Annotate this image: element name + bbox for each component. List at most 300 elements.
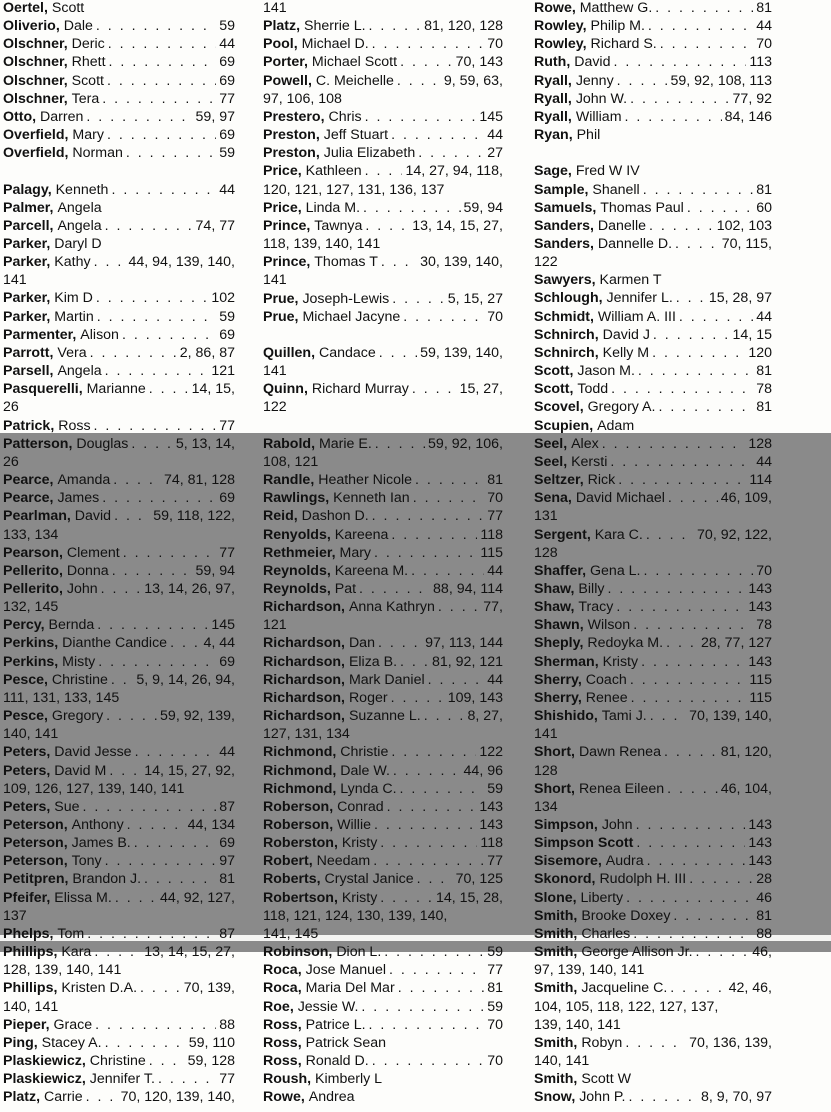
name-separator: , xyxy=(306,254,315,271)
given-name: Michael D. xyxy=(301,36,369,53)
given-name: Christine xyxy=(89,1053,146,1070)
name-separator: , xyxy=(563,435,572,452)
surname: Sherman xyxy=(534,653,595,670)
entry-name xyxy=(3,762,106,780)
leader-dots xyxy=(400,653,429,671)
index-entry xyxy=(3,671,235,707)
page-numbers: 102 xyxy=(211,290,235,307)
surname: Price xyxy=(263,199,298,216)
entry-line xyxy=(3,852,235,870)
surname: Roberson xyxy=(263,798,330,815)
entry-name xyxy=(534,0,652,17)
index-entry xyxy=(3,707,235,743)
entry-name xyxy=(3,289,93,307)
given-name: Dianthe Candice xyxy=(62,635,168,652)
page-numbers: 46 xyxy=(756,889,772,906)
surname: Parker xyxy=(3,290,47,307)
entry-line xyxy=(3,762,235,780)
page-numbers: 59 xyxy=(487,780,503,797)
page-numbers: 81 xyxy=(756,181,772,198)
page-numbers: 14, 15, xyxy=(191,381,235,398)
name-separator: , xyxy=(46,290,55,307)
leader-dots xyxy=(667,780,718,798)
surname: Ryan xyxy=(534,127,569,144)
surname: Oertel xyxy=(3,0,45,16)
leader-dots xyxy=(111,181,216,199)
name-separator: , xyxy=(571,1089,580,1106)
entry-name xyxy=(3,544,120,562)
page-numbers: 77, 92 xyxy=(732,90,772,107)
page-numbers: 102, 103 xyxy=(716,217,772,234)
leader-dots xyxy=(392,290,445,308)
page-numbers: 81, 120, 128 xyxy=(424,18,503,35)
given-name: Eliza B. xyxy=(348,653,398,670)
entry-line xyxy=(3,144,235,162)
page-numbers: 70, 139, 140, xyxy=(689,708,772,725)
entry-line xyxy=(3,253,235,271)
surname: Reid xyxy=(263,508,294,525)
entry-name xyxy=(3,90,99,108)
leader-dots xyxy=(365,162,403,180)
leader-dots xyxy=(647,852,746,870)
surname: Pearson xyxy=(3,544,59,561)
entry-name xyxy=(534,235,672,253)
leader-dots xyxy=(636,816,746,834)
surname: Parker xyxy=(3,236,47,253)
given-name: Kareena xyxy=(334,526,389,543)
surname: Prince xyxy=(263,217,307,234)
page-numbers: 115 xyxy=(749,689,772,706)
page-numbers: 14, 15, 27, 92, xyxy=(144,762,235,779)
given-name: Daryl D xyxy=(54,236,102,253)
index-entry xyxy=(534,181,772,199)
entry-name xyxy=(263,17,366,35)
given-name: Kareena M. xyxy=(334,562,409,579)
surname: Petitpren xyxy=(3,871,65,888)
name-separator: , xyxy=(289,998,298,1015)
entry-name xyxy=(534,72,614,90)
surname: Quinn xyxy=(263,381,304,398)
surname: Rabold xyxy=(263,435,312,452)
surname: Ruth xyxy=(534,54,567,71)
surname: Rethmeier xyxy=(263,544,332,561)
index-entry xyxy=(263,707,503,743)
leader-dots xyxy=(107,72,216,90)
page-numbers: 77 xyxy=(487,962,503,979)
leader-dots xyxy=(109,53,217,71)
entry-line xyxy=(534,17,772,35)
page-numbers-continued: 141 xyxy=(534,726,558,743)
name-separator: , xyxy=(59,544,67,561)
index-entry xyxy=(534,344,772,362)
leader-dots xyxy=(107,126,216,144)
entry-name xyxy=(3,344,87,362)
page-numbers: 30, 139, 140, xyxy=(420,254,503,271)
entry-name xyxy=(263,816,371,834)
entry-line xyxy=(534,199,772,217)
surname: Pearlman xyxy=(3,508,67,525)
entry-line xyxy=(3,0,235,17)
index-entry xyxy=(534,816,772,834)
entry-name xyxy=(534,435,599,453)
index-entry xyxy=(3,1016,235,1034)
entry-name xyxy=(263,344,376,362)
page-numbers-continued: 108, 121 xyxy=(263,453,319,470)
leader-dots xyxy=(655,0,753,17)
entry-name xyxy=(263,870,414,888)
entry-name xyxy=(263,526,388,544)
index-entry xyxy=(534,707,772,743)
leader-dots xyxy=(625,108,722,126)
page-numbers: 145 xyxy=(479,108,503,125)
leader-dots xyxy=(102,489,216,507)
entry-line xyxy=(263,72,503,90)
index-entry xyxy=(263,217,503,253)
given-name: John W. xyxy=(575,90,628,107)
surname: Overfield xyxy=(3,145,65,162)
given-name: Todd xyxy=(577,381,609,398)
given-name: Renee xyxy=(585,689,628,706)
leader-dots xyxy=(398,979,485,997)
surname: Peters xyxy=(3,798,47,815)
index-entry xyxy=(534,979,772,1015)
section-gap xyxy=(263,326,503,344)
leader-dots xyxy=(380,889,433,907)
name-separator: , xyxy=(44,708,52,725)
name-separator: , xyxy=(46,254,55,271)
given-name: Rudolph H. III xyxy=(599,871,687,888)
page-numbers: 81 xyxy=(756,0,772,16)
name-separator: , xyxy=(597,853,606,870)
surname: Ryall xyxy=(534,108,568,125)
surname: Smith xyxy=(534,907,574,924)
page-numbers: 59 xyxy=(219,308,235,325)
entry-name xyxy=(3,144,123,162)
entry-name xyxy=(534,943,693,961)
given-name: Philip M. xyxy=(590,18,645,35)
page-numbers: 59, 92, 106, xyxy=(428,435,503,452)
leader-dots xyxy=(633,616,753,634)
name-separator: , xyxy=(63,835,72,852)
index-entry xyxy=(534,380,772,398)
entry-name xyxy=(3,489,99,507)
entry-line xyxy=(3,126,235,144)
entry-name xyxy=(3,235,102,253)
entry-line xyxy=(263,671,503,689)
index-entry xyxy=(534,453,772,471)
page-numbers: 120 xyxy=(748,344,772,361)
surname: Pasquerelli xyxy=(3,381,79,398)
index-entry xyxy=(3,798,235,816)
name-separator: , xyxy=(32,108,41,125)
given-name: Michael Jacyne xyxy=(302,308,401,325)
given-name: Elissa M. xyxy=(54,889,112,906)
entry-line xyxy=(3,435,235,453)
index-entry xyxy=(263,762,503,780)
entry-name xyxy=(263,580,356,598)
entry-name xyxy=(534,417,634,435)
leader-dots xyxy=(94,253,126,271)
name-separator: , xyxy=(81,1053,90,1070)
leader-dots xyxy=(381,253,417,271)
page-numbers: 77 xyxy=(219,544,235,561)
entry-line xyxy=(3,380,235,398)
index-entry xyxy=(263,834,503,852)
entry-name xyxy=(534,326,650,344)
page-numbers: 88 xyxy=(219,1016,235,1033)
name-separator: , xyxy=(326,526,335,543)
page-numbers: 70 xyxy=(487,308,503,325)
given-name: Redoyka M. xyxy=(587,635,664,652)
entry-name xyxy=(263,979,395,997)
entry-name xyxy=(3,380,146,398)
surname: Peterson xyxy=(3,817,64,834)
page-numbers: 8, 27, xyxy=(467,708,503,725)
surname: Ross xyxy=(263,1034,298,1051)
surname: Roberston xyxy=(263,835,334,852)
leader-dots xyxy=(679,308,753,326)
index-entry xyxy=(263,108,503,126)
leader-dots xyxy=(417,870,453,888)
given-name: Dale W. xyxy=(340,762,390,779)
index-column-2 xyxy=(263,0,503,1107)
leader-dots xyxy=(670,979,725,997)
entry-name xyxy=(534,35,657,53)
entry-name xyxy=(263,126,388,144)
surname: Phillips xyxy=(3,944,54,961)
index-entry xyxy=(3,889,235,925)
name-separator: , xyxy=(63,817,72,834)
name-separator: , xyxy=(573,925,582,942)
name-separator: , xyxy=(58,580,67,597)
leader-dots xyxy=(687,199,753,217)
surname: Reynolds xyxy=(263,580,327,597)
entry-name xyxy=(263,1016,366,1034)
leader-dots xyxy=(114,507,150,525)
given-name: Donna xyxy=(66,562,109,579)
entry-line xyxy=(534,1070,772,1088)
entry-line xyxy=(534,72,772,90)
page-numbers: 74, 77 xyxy=(195,217,235,234)
entry-line xyxy=(263,53,503,71)
given-name: Jenny xyxy=(575,72,614,89)
leader-dots xyxy=(112,562,193,580)
entry-line xyxy=(3,616,235,634)
entry-line xyxy=(534,181,772,199)
name-separator: , xyxy=(54,635,63,652)
entry-line xyxy=(263,344,503,362)
leader-dots xyxy=(650,707,686,725)
page-numbers-continued: 140, 141 xyxy=(3,726,59,743)
leader-dots xyxy=(373,852,484,870)
entry-name xyxy=(534,289,673,307)
page-numbers-continued: 122 xyxy=(263,399,287,416)
entry-name xyxy=(263,598,435,616)
index-column-1 xyxy=(3,0,235,1107)
surname: Robinson xyxy=(263,944,329,961)
name-separator: , xyxy=(311,435,319,452)
page-numbers: 84, 146 xyxy=(724,108,772,125)
given-name: Jose Manuel xyxy=(305,962,387,979)
given-name: Gregory A. xyxy=(587,399,656,416)
index-entry xyxy=(263,471,503,489)
name-separator: , xyxy=(72,326,81,343)
leader-dots xyxy=(664,743,718,761)
name-separator: , xyxy=(592,199,601,216)
surname: Pearce xyxy=(3,490,50,507)
leader-dots xyxy=(108,35,216,53)
entry-line xyxy=(263,199,503,217)
name-separator: , xyxy=(46,236,55,253)
name-separator: , xyxy=(571,780,579,797)
page-numbers: 4, 44 xyxy=(203,635,235,652)
given-name: John xyxy=(601,817,633,834)
entry-name xyxy=(534,271,662,289)
given-name: Marie E. xyxy=(318,435,372,452)
entry-line xyxy=(263,290,503,308)
leader-dots xyxy=(673,907,753,925)
name-separator: , xyxy=(296,18,305,35)
given-name: Mark Daniel xyxy=(348,671,425,688)
surname: Prue xyxy=(263,290,295,307)
index-entry xyxy=(3,870,235,888)
leader-dots xyxy=(636,834,745,852)
entry-line xyxy=(263,598,503,616)
page-numbers-continued: 128 xyxy=(534,762,558,779)
entry-line xyxy=(3,199,235,217)
given-name: Danelle xyxy=(597,217,647,234)
entry-line xyxy=(3,53,235,71)
entry-name xyxy=(3,35,105,53)
surname: Rowe xyxy=(534,0,572,16)
index-entry xyxy=(534,326,772,344)
surname: Sisemore xyxy=(534,853,598,870)
surname: Schlough xyxy=(534,290,599,307)
entry-line xyxy=(3,344,235,362)
entry-line xyxy=(3,1088,235,1106)
name-separator: , xyxy=(569,363,578,380)
surname: Perkins xyxy=(3,635,55,652)
page-numbers: 78 xyxy=(756,617,772,634)
surname: Robertson xyxy=(263,889,334,906)
given-name: Rick xyxy=(587,472,616,489)
name-separator: , xyxy=(569,381,578,398)
entry-line xyxy=(263,1034,503,1052)
name-separator: , xyxy=(316,871,325,888)
page-numbers-continued: 128, 139, 140, 141 xyxy=(3,962,122,979)
entry-line xyxy=(263,889,503,907)
entry-name xyxy=(263,308,400,326)
name-separator: , xyxy=(45,1016,54,1033)
entry-line xyxy=(263,162,503,180)
leader-dots xyxy=(400,53,453,71)
surname: Platz xyxy=(3,1089,37,1106)
name-separator: , xyxy=(44,671,52,688)
entry-line xyxy=(263,653,503,671)
page-numbers: 143 xyxy=(748,817,772,834)
index-entry xyxy=(534,362,772,380)
leader-dots xyxy=(365,217,409,235)
name-separator: , xyxy=(563,453,572,470)
index-entry xyxy=(3,834,235,852)
page-numbers: 59, 97 xyxy=(195,108,235,125)
entry-name xyxy=(3,435,128,453)
page-numbers: 69 xyxy=(219,835,235,852)
surname: Richmond xyxy=(263,744,333,761)
given-name: Joseph-Lewis xyxy=(302,290,390,307)
entry-name xyxy=(534,380,608,398)
entry-line xyxy=(3,834,235,852)
leader-dots xyxy=(628,1088,698,1106)
surname: Rowley xyxy=(534,36,583,53)
surname: Richardson xyxy=(263,635,342,652)
page-numbers: 59 xyxy=(219,18,235,35)
section-gap xyxy=(263,417,503,435)
entry-line xyxy=(534,580,772,598)
entry-line xyxy=(263,870,503,888)
index-entry xyxy=(3,507,235,543)
index-entry xyxy=(534,907,772,925)
name-separator: , xyxy=(589,417,598,434)
index-entry xyxy=(534,489,772,525)
index-entry xyxy=(3,544,235,562)
page-numbers-continued: 97, 106, 108 xyxy=(263,90,342,107)
surname: Shaw xyxy=(534,580,571,597)
surname: Rawlings xyxy=(263,490,326,507)
page-numbers: 44 xyxy=(756,18,772,35)
page-numbers: 77 xyxy=(487,853,503,870)
entry-name xyxy=(3,72,104,90)
page-numbers: 81 xyxy=(756,363,772,380)
surname: Richardson xyxy=(263,653,342,670)
name-separator: , xyxy=(594,653,603,670)
name-separator: , xyxy=(63,54,72,71)
leader-dots xyxy=(633,925,753,943)
surname: Richmond xyxy=(263,780,333,797)
entry-line xyxy=(3,181,235,199)
name-separator: , xyxy=(598,290,607,307)
leader-dots xyxy=(109,762,141,780)
name-separator: , xyxy=(297,199,306,216)
entry-line xyxy=(534,344,772,362)
entry-line xyxy=(3,544,235,562)
given-name: William A. III xyxy=(597,308,676,325)
entry-name xyxy=(263,162,362,180)
leader-dots xyxy=(391,526,477,544)
surname: Perkins xyxy=(3,653,55,670)
index-entry xyxy=(3,1034,235,1052)
leader-dots xyxy=(97,616,208,634)
leader-dots xyxy=(158,1070,216,1088)
name-separator: , xyxy=(590,217,598,234)
leader-dots xyxy=(418,144,484,162)
entry-line xyxy=(534,471,772,489)
surname: Prestero xyxy=(263,108,321,125)
surname: Roca xyxy=(263,962,298,979)
entry-name xyxy=(534,816,633,834)
index-entry xyxy=(3,489,235,507)
entry-line xyxy=(263,562,503,580)
leader-dots xyxy=(630,90,729,108)
page-numbers-continued: 140, 141 xyxy=(3,998,59,1015)
name-separator: , xyxy=(293,508,302,525)
page-numbers-continued: 137 xyxy=(3,907,27,924)
leader-dots xyxy=(372,35,485,53)
entry-name xyxy=(3,1052,146,1070)
entry-line xyxy=(3,108,235,126)
leader-dots xyxy=(438,598,480,616)
surname: Scupien xyxy=(534,417,590,434)
